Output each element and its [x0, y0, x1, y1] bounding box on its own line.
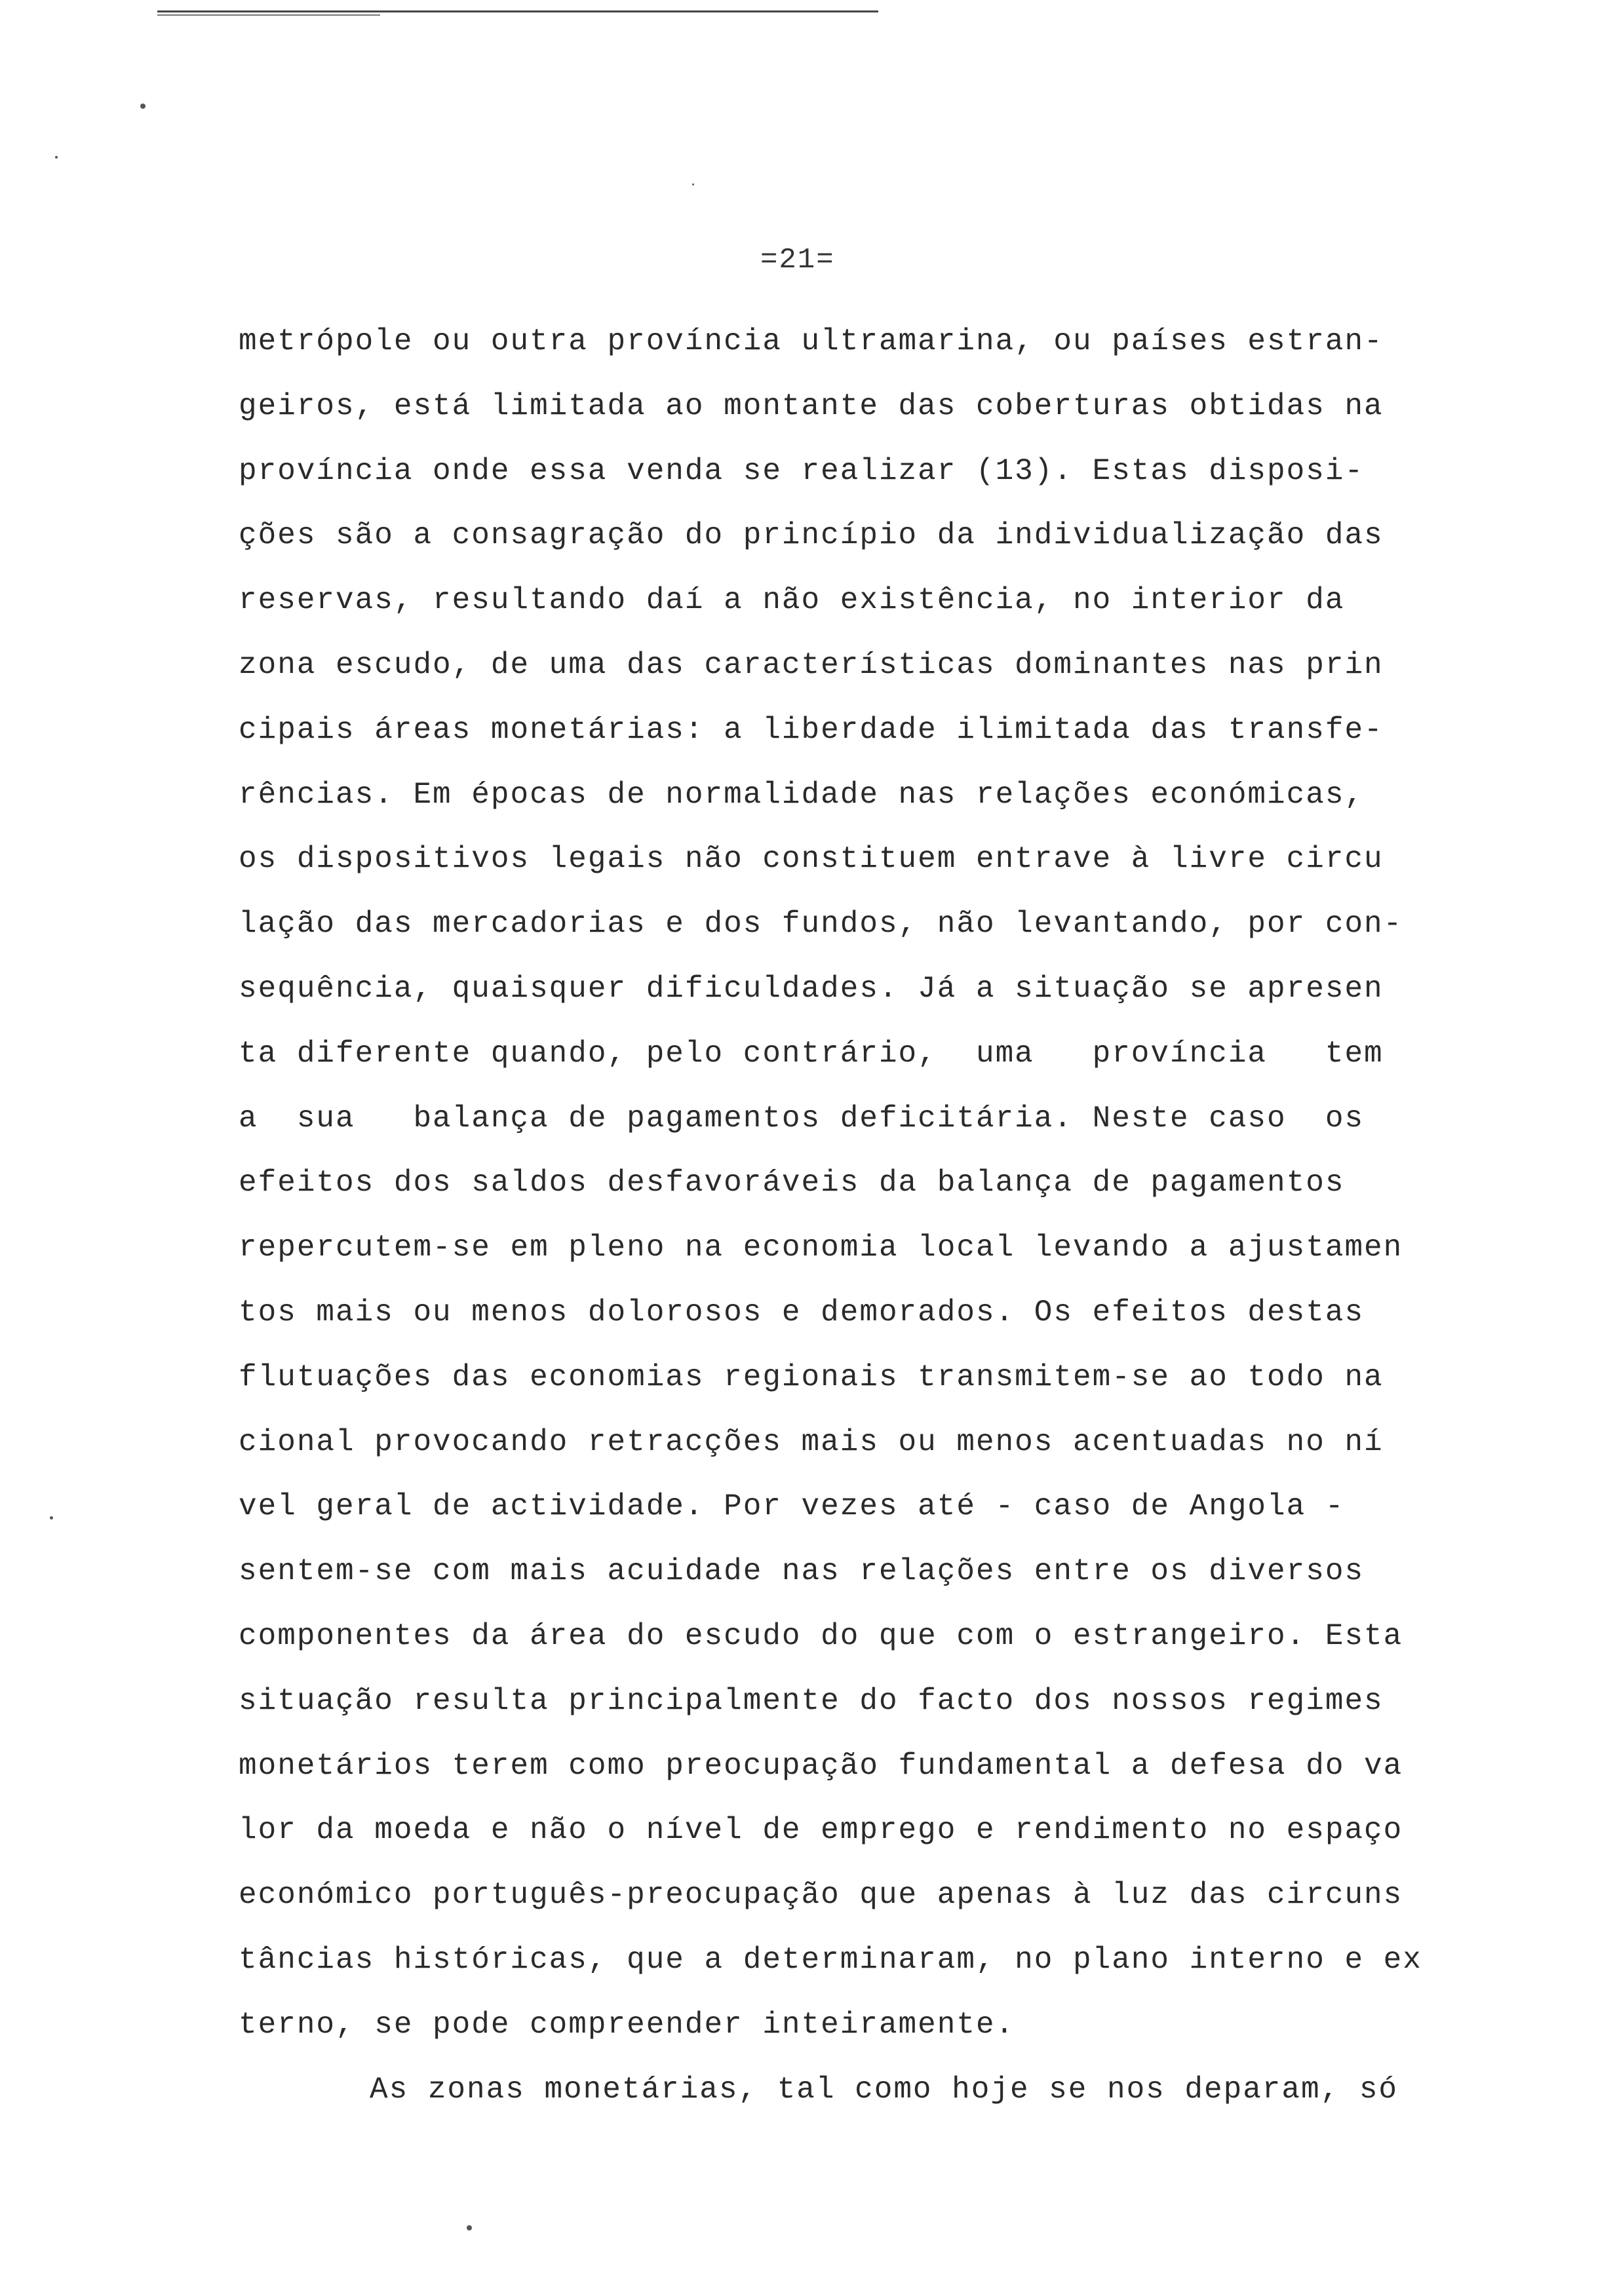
- text-line: tâncias históricas, que a determinaram, no plano interno e ex: [239, 1942, 1422, 1977]
- text-line: metrópole ou outra província ultramarina, ou países estran-: [239, 324, 1384, 358]
- text-line: efeitos dos saldos desfavoráveis da balança de pagamentos: [239, 1166, 1345, 1200]
- text-line: componentes da área do escudo do que com o estrangeiro. Esta: [239, 1618, 1403, 1653]
- text-line: lação das mercadorias e dos fundos, não levantando, por con-: [239, 907, 1403, 942]
- text-line: monetários terem como preocupação fundamental a defesa do va: [239, 1748, 1403, 1783]
- text-line: os dispositivos legais não constituem entrave à livre circu: [239, 842, 1384, 877]
- text-line: cional provocando retracções mais ou menos acentuadas no ní: [239, 1425, 1384, 1459]
- scan-speck: [50, 1516, 53, 1520]
- text-line: flutuações das economias regionais transmitem-se ao todo na: [239, 1360, 1384, 1394]
- text-line: cipais áreas monetárias: a liberdade ilimitada das transfe-: [239, 712, 1384, 747]
- text-line: terno, se pode compreender inteiramente.: [239, 2007, 1015, 2042]
- scan-speck: [55, 156, 58, 159]
- text-line: vel geral de actividade. Por vezes até - caso de Angola -: [239, 1489, 1345, 1524]
- text-line: zona escudo, de uma das características dominantes nas prin: [239, 647, 1384, 682]
- text-line: ta diferente quando, pelo contrário, uma província tem: [239, 1036, 1384, 1071]
- page-number: =21=: [760, 244, 835, 277]
- text-line: ções são a consagração do princípio da individualização das: [239, 518, 1384, 553]
- top-rule: [157, 10, 878, 12]
- top-rule-short: [157, 14, 380, 16]
- body-text: [239, 309, 1422, 2122]
- paragraph-start-line: As zonas monetárias, tal como hoje se nos deparam, só: [370, 2072, 1399, 2107]
- text-line: situação resulta principalmente do facto dos nossos regimes: [239, 1683, 1384, 1718]
- text-line: sentem-se com mais acuidade nas relações entre os diversos: [239, 1554, 1365, 1589]
- text-line: rências. Em épocas de normalidade nas relações económicas,: [239, 777, 1365, 812]
- text-line: lor da moeda e não o nível de emprego e rendimento no espaço: [239, 1813, 1403, 1848]
- text-line: tos mais ou menos dolorosos e demorados. Os efeitos destas: [239, 1295, 1365, 1330]
- text-line: sequência, quaisquer dificuldades. Já a situação se apresen: [239, 971, 1384, 1006]
- text-line: repercutem-se em pleno na economia local levando a ajustamen: [239, 1231, 1403, 1265]
- scan-speck: [467, 2225, 472, 2230]
- text-line: económico português-preocupação que apenas à luz das circuns: [239, 1878, 1403, 1913]
- text-line: a sua balança de pagamentos deficitária. Neste caso os: [239, 1101, 1365, 1136]
- text-line: província onde essa venda se realizar (13). Estas disposi-: [239, 453, 1365, 488]
- scan-speck: [692, 183, 694, 185]
- text-line: reservas, resultando daí a não existência, no interior da: [239, 583, 1345, 618]
- text-line: geiros, está limitada ao montante das coberturas obtidas na: [239, 389, 1384, 423]
- scan-speck: [140, 104, 146, 109]
